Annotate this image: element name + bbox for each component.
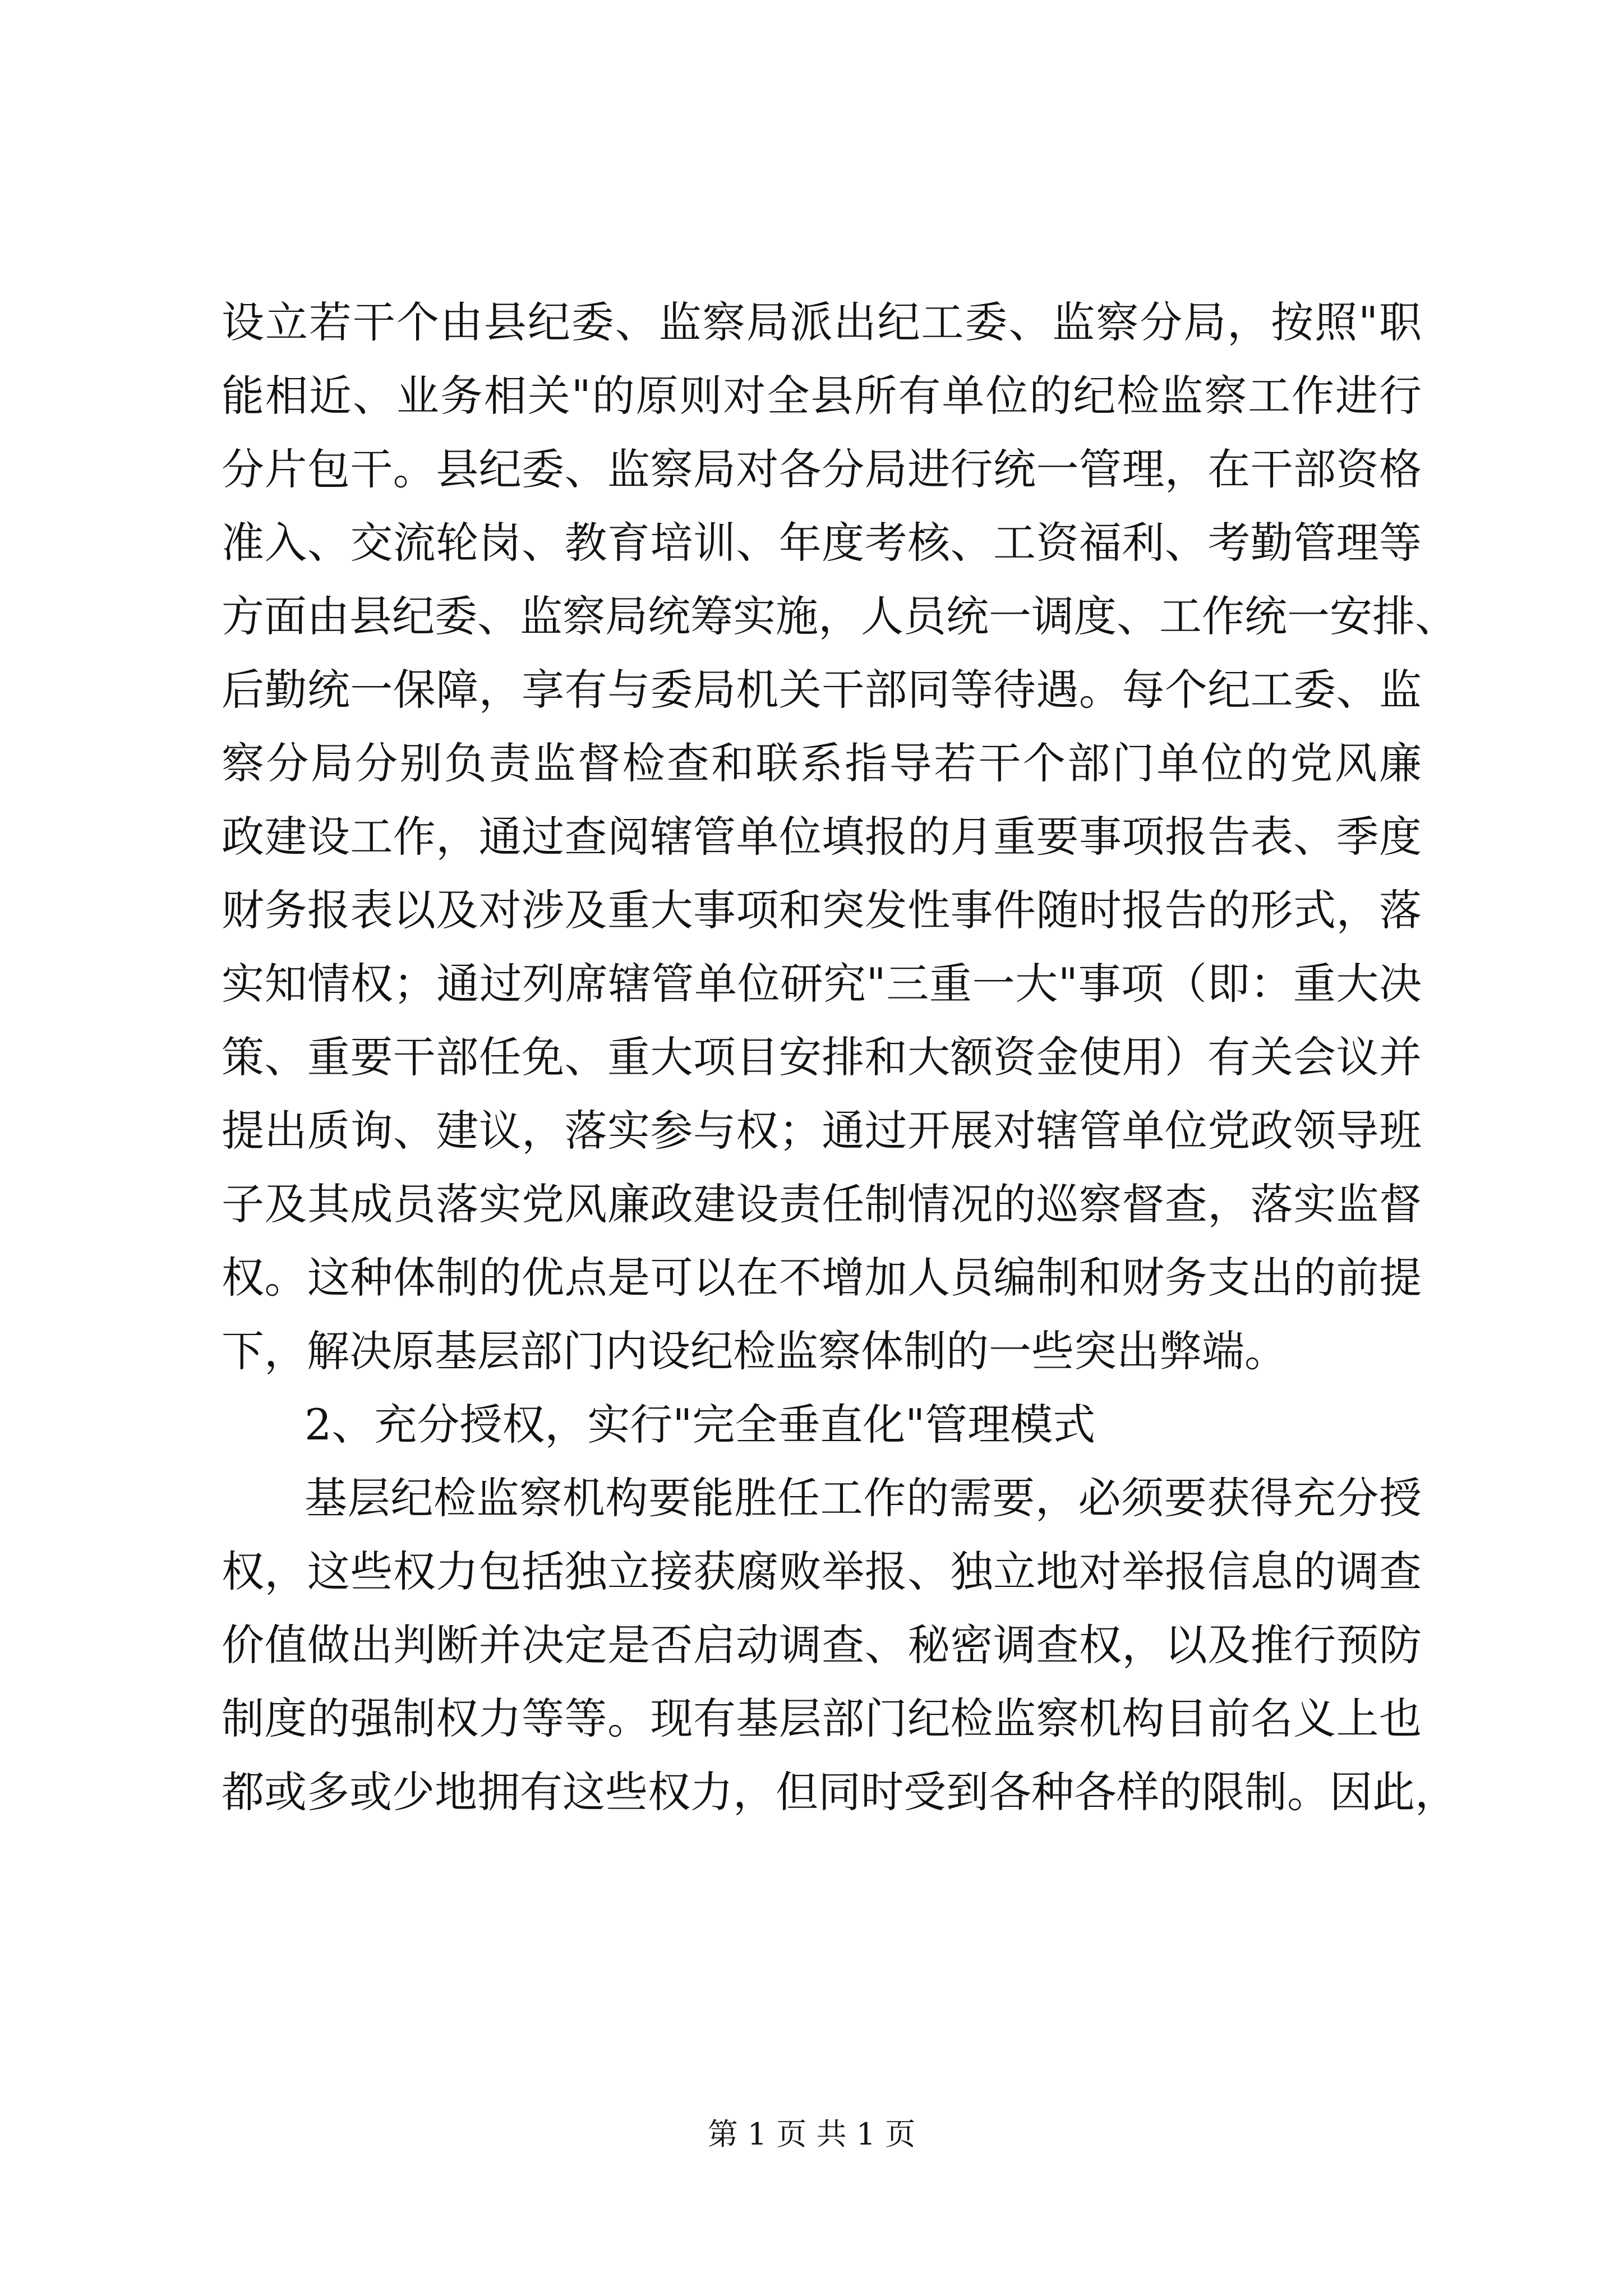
text-line-4: 准入、交流轮岗、教育培训、年度考核、工资福利、考勤管理等 [222,518,1422,568]
page-footer: 第 1 页 共 1 页 [707,2116,916,2152]
text-line-21: 都或多或少地拥有这些权力，但同时受到各种各样的限制。因此， [222,1767,1458,1817]
text-line-17: 基层纪检监察机构要能胜任工作的需要，必须要获得充分授 [305,1473,1422,1523]
text-line-12: 提出质询、建议，落实参与权；通过开展对辖管单位党政领导班 [222,1106,1422,1156]
text-line-18: 权，这些权力包括独立接获腐败举报、独立地对举报信息的调查 [222,1547,1422,1596]
text-line-10: 实知情权；通过列席辖管单位研究"三重一大"事项（即：重大决 [222,959,1422,1009]
text-line-6: 后勤统一保障，享有与委局机关干部同等待遇。每个纪工委、监 [222,665,1422,715]
text-line-19: 价值做出判断并决定是否启动调查、秘密调查权，以及推行预防 [222,1620,1422,1670]
text-line-14: 权。这种体制的优点是可以在不增加人员编制和财务支出的前提 [222,1253,1422,1303]
text-line-1: 设立若干个由县纪委、监察局派出纪工委、监察分局，按照"职 [222,297,1422,347]
text-line-9: 财务报表以及对涉及重大事项和突发性事件随时报告的形式，落 [222,885,1422,935]
text-line-5: 方面由县纪委、监察局统筹实施，人员统一调度、工作统一安排、 [222,591,1458,641]
text-line-7: 察分局分别负责监督检查和联系指导若干个部门单位的党风廉 [222,738,1422,788]
text-line-11: 策、重要干部任免、重大项目安排和大额资金使用）有关会议并 [222,1032,1422,1082]
text-line-13: 子及其成员落实党风廉政建设责任制情况的巡察督查，落实监督 [222,1179,1422,1229]
section-heading: 2、充分授权，实行"完全垂直化"管理模式 [305,1400,1096,1450]
text-line-20: 制度的强制权力等等。现有基层部门纪检监察机构目前名义上也 [222,1694,1422,1743]
text-line-2: 能相近、业务相关"的原则对全县所有单位的纪检监察工作进行 [222,371,1422,421]
text-line-15: 下，解决原基层部门内设纪检监察体制的一些突出弊端。 [222,1326,1287,1376]
text-line-3: 分片包干。县纪委、监察局对各分局进行统一管理，在干部资格 [222,444,1422,494]
text-line-8: 政建设工作，通过查阅辖管单位填报的月重要事项报告表、季度 [222,812,1422,862]
